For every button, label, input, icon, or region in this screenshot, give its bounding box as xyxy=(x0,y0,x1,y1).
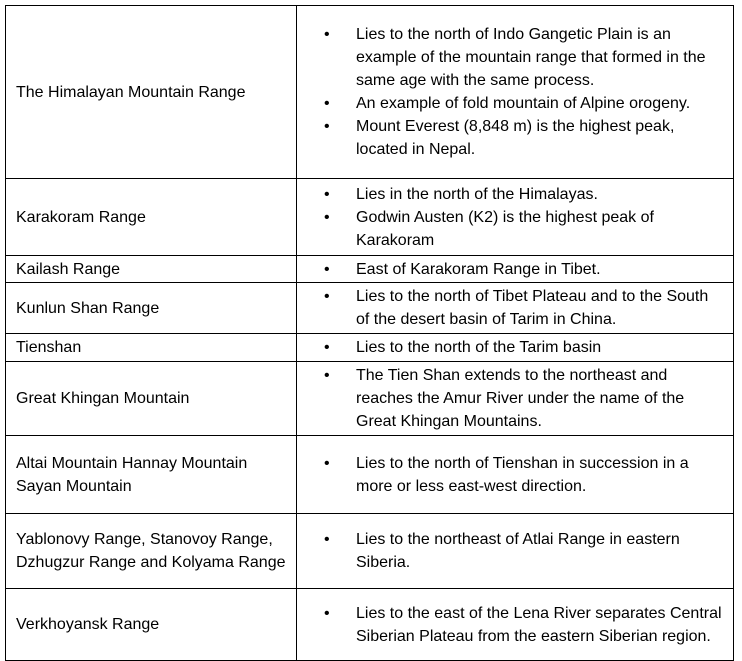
range-description xyxy=(297,6,734,179)
range-description xyxy=(297,514,734,589)
range-name: Great Khingan Mountain xyxy=(6,362,297,436)
table-row xyxy=(6,334,734,362)
bullet-list xyxy=(297,602,725,648)
table-row xyxy=(6,589,734,661)
bullet-list xyxy=(297,183,725,252)
table-row xyxy=(6,436,734,514)
bullet-list xyxy=(297,528,725,574)
range-description xyxy=(297,362,734,436)
mountain-ranges-table xyxy=(5,5,734,661)
table-row xyxy=(6,283,734,334)
bullet-list xyxy=(297,364,725,433)
list-item: • Lies to the north of Tibet Plateau and to the South of the desert basin of Tarim in China. xyxy=(297,285,725,331)
table-row xyxy=(6,362,734,436)
range-description xyxy=(297,283,734,334)
list-item: • Lies to the east of the Lena River separates Central Siberian Plateau from the eastern Siberian region. xyxy=(297,602,725,648)
range-name: Verkhoyansk Range xyxy=(6,589,297,661)
list-item: • The Tien Shan extends to the northeast and reaches the Amur River under the name of the Great Khingan Mountains. xyxy=(297,364,725,433)
table-row xyxy=(6,179,734,256)
range-description xyxy=(297,589,734,661)
list-item: • Lies to the north of Indo Gangetic Plain is an example of the mountain range that formed in the same age with the same process. xyxy=(297,23,725,92)
list-item: • Mount Everest (8,848 m) is the highest peak, located in Nepal. xyxy=(297,115,725,161)
list-item: • East of Karakoram Range in Tibet. xyxy=(297,258,725,281)
range-name: The Himalayan Mountain Range xyxy=(6,6,297,179)
table-row xyxy=(6,256,734,283)
list-item: • Lies to the north of Tienshan in succession in a more or less east-west direction. xyxy=(297,452,725,498)
range-description xyxy=(297,179,734,256)
range-name: Kunlun Shan Range xyxy=(6,283,297,334)
range-name: Tienshan xyxy=(6,334,297,362)
bullet-list xyxy=(297,23,725,161)
bullet-list xyxy=(297,258,725,281)
table-row xyxy=(6,6,734,179)
range-name: Karakoram Range xyxy=(6,179,297,256)
range-description xyxy=(297,436,734,514)
range-name: Yablonovy Range, Stanovoy Range, Dzhugzur Range and Kolyama Range xyxy=(6,514,297,589)
list-item: • An example of fold mountain of Alpine orogeny. xyxy=(297,92,725,115)
range-description xyxy=(297,334,734,362)
list-item: • Godwin Austen (K2) is the highest peak of Karakoram xyxy=(297,206,725,252)
bullet-list xyxy=(297,285,725,331)
table-row xyxy=(6,514,734,589)
list-item: • Lies to the northeast of Atlai Range in eastern Siberia. xyxy=(297,528,725,574)
bullet-list xyxy=(297,336,725,359)
range-description xyxy=(297,256,734,283)
range-name: Kailash Range xyxy=(6,256,297,283)
range-name: Altai Mountain Hannay Mountain Sayan Mountain xyxy=(6,436,297,514)
list-item: • Lies in the north of the Himalayas. xyxy=(297,183,725,206)
bullet-list xyxy=(297,452,725,498)
list-item: • Lies to the north of the Tarim basin xyxy=(297,336,725,359)
